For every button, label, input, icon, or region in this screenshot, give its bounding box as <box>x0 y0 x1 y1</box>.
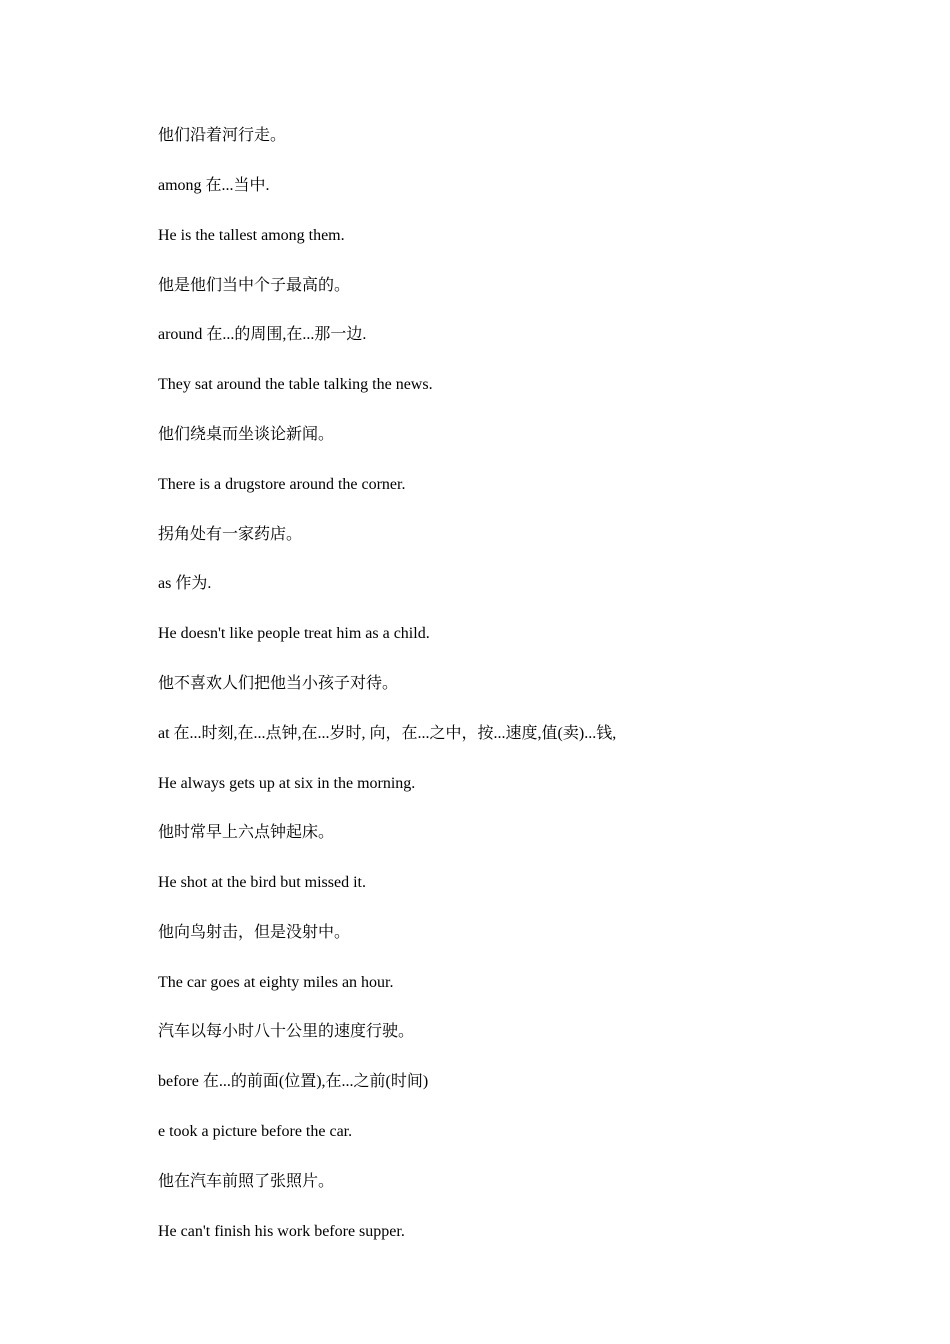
text-line: There is a drugstore around the corner. <box>158 476 406 493</box>
text-line: He shot at the bird but missed it. <box>158 874 366 891</box>
text-line: He is the tallest among them. <box>158 227 345 244</box>
text-line: 拐角处有一家药店。 <box>158 526 303 543</box>
text-line: at 在...时刻,在...点钟,在...岁时, 向，在...之中，按...速度,值(卖)...钱, <box>158 725 617 742</box>
text-line: 他是他们当中个子最高的。 <box>158 277 351 294</box>
text-line: He always gets up at six in the morning. <box>158 775 416 792</box>
text-line: before 在...的前面(位置),在...之前(时间) <box>158 1073 429 1090</box>
text-line: e took a picture before the car. <box>158 1123 353 1140</box>
text-line: The car goes at eighty miles an hour. <box>158 974 394 991</box>
text-line: 他不喜欢人们把他当小孩子对待。 <box>158 675 399 692</box>
text-line: 汽车以每小时八十公里的速度行驶。 <box>158 1023 415 1040</box>
text-line: 他时常早上六点钟起床。 <box>158 824 335 841</box>
text-line: among 在...当中. <box>158 177 270 194</box>
text-line: They sat around the table talking the news. <box>158 376 433 393</box>
text-line: He can't finish his work before supper. <box>158 1223 405 1240</box>
text-line: 他在汽车前照了张照片。 <box>158 1173 335 1190</box>
text-line: as 作为. <box>158 575 212 592</box>
text-line: He doesn't like people treat him as a child. <box>158 625 430 642</box>
text-line: 他向鸟射击，但是没射中。 <box>158 924 351 941</box>
text-line: around 在...的周围,在...那一边. <box>158 326 367 343</box>
text-line: 他们绕桌而坐谈论新闻。 <box>158 426 335 443</box>
text-line: 他们沿着河行走。 <box>158 127 287 144</box>
